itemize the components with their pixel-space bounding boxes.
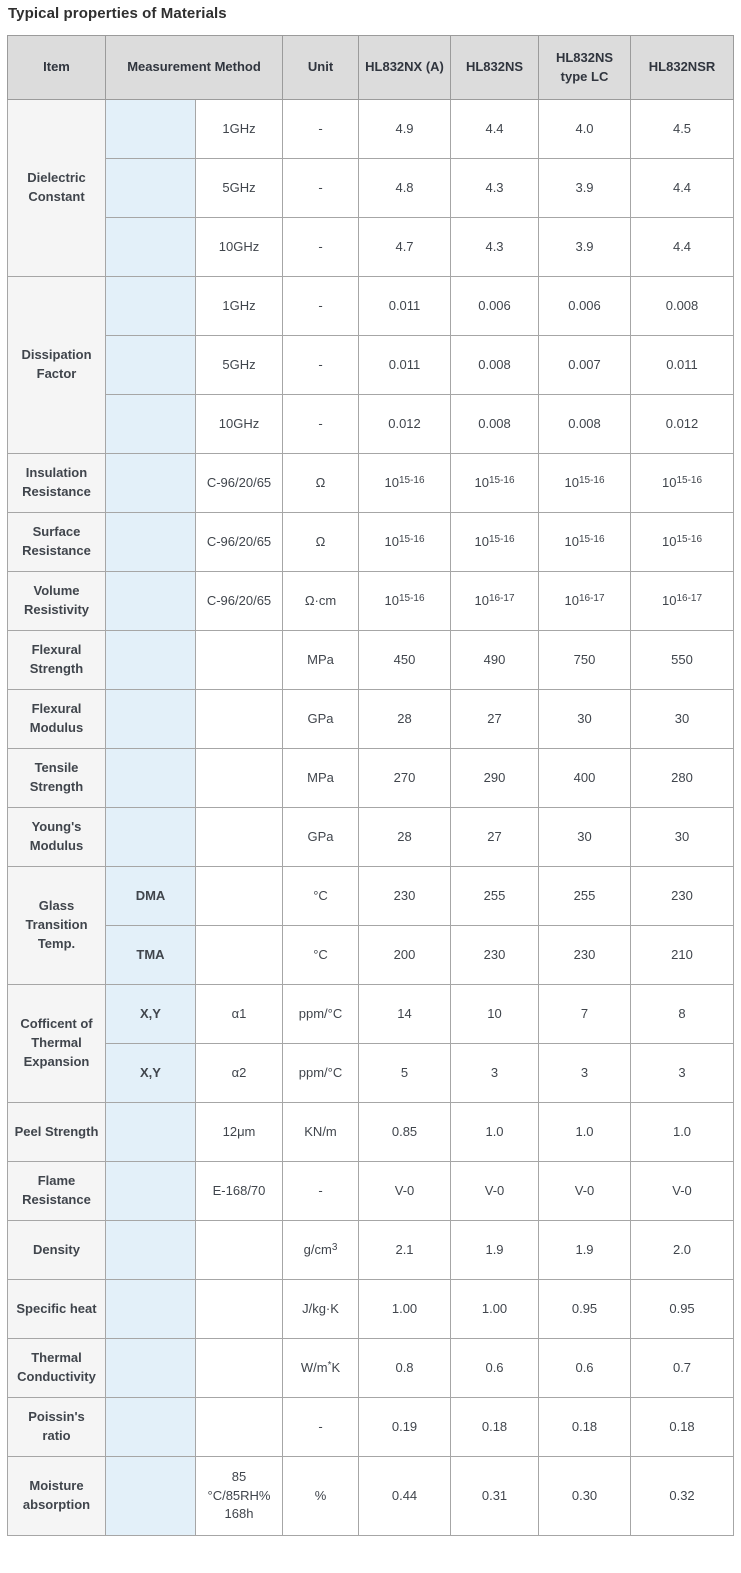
value-cell: 30 [539,808,631,867]
value-cell: 0.7 [631,1339,734,1398]
method-a-cell [106,1103,196,1162]
value-cell: 230 [359,867,451,926]
table-header-row [8,36,734,100]
value-cell: 1.0 [451,1103,539,1162]
value-cell: 0.007 [539,336,631,395]
unit-cell: KN/m [283,1103,359,1162]
item-cell: Cofficent of Thermal Expansion [8,985,106,1103]
table-row [8,1221,734,1280]
value-cell: V-0 [451,1162,539,1221]
unit-cell: Ω·cm [283,572,359,631]
table-row [8,1044,734,1103]
value-cell: 28 [359,808,451,867]
item-cell: Flexural Modulus [8,690,106,749]
value-cell: 0.011 [359,336,451,395]
method-b-cell: 5GHz [196,159,283,218]
value-cell: 0.008 [631,277,734,336]
method-a-cell [106,218,196,277]
value-cell: 210 [631,926,734,985]
value-cell: 750 [539,631,631,690]
table-row [8,395,734,454]
method-b-cell: C-96/20/65 [196,572,283,631]
value-cell: 30 [631,690,734,749]
value-cell: 3.9 [539,218,631,277]
value-cell: 0.8 [359,1339,451,1398]
value-cell: 28 [359,690,451,749]
item-cell: Volume Resistivity [8,572,106,631]
item-cell: Thermal Conductivity [8,1339,106,1398]
column-header: HL832NS [451,36,539,100]
method-a-cell [106,572,196,631]
method-b-cell: 10GHz [196,395,283,454]
method-a-cell [106,1457,196,1536]
method-a-cell [106,454,196,513]
unit-cell: ppm/°C [283,985,359,1044]
table-row [8,100,734,159]
value-cell: 4.3 [451,218,539,277]
table-row [8,749,734,808]
value-cell: 0.44 [359,1457,451,1536]
unit-cell: MPa [283,749,359,808]
table-row [8,159,734,218]
value-cell: 4.4 [451,100,539,159]
value-cell: 490 [451,631,539,690]
method-b-cell [196,1398,283,1457]
table-row [8,1457,734,1536]
value-cell: 10$^{15-16}$ [359,572,451,631]
table-row [8,808,734,867]
value-cell: 0.18 [631,1398,734,1457]
method-a-cell [106,277,196,336]
value-cell: 30 [631,808,734,867]
value-cell: 1.0 [539,1103,631,1162]
value-cell: 255 [451,867,539,926]
method-a-cell [106,1280,196,1339]
method-b-cell: 10GHz [196,218,283,277]
method-a-cell [106,808,196,867]
value-cell: 1.0 [631,1103,734,1162]
unit-cell: GPa [283,808,359,867]
value-cell: 27 [451,690,539,749]
value-cell: 8 [631,985,734,1044]
table-body [8,100,734,1536]
column-header: HL832NS type LC [539,36,631,100]
unit-cell: Ω [283,513,359,572]
unit-cell: W/m*K [283,1339,359,1398]
value-cell: 1.9 [451,1221,539,1280]
method-b-cell [196,749,283,808]
value-cell: 0.008 [451,395,539,454]
value-cell: 230 [451,926,539,985]
value-cell: 1.9 [539,1221,631,1280]
value-cell: 2.0 [631,1221,734,1280]
method-a-cell: X,Y [106,1044,196,1103]
value-cell: 1.00 [451,1280,539,1339]
value-cell: 0.6 [451,1339,539,1398]
value-cell: 4.7 [359,218,451,277]
table-row [8,867,734,926]
value-cell: 30 [539,690,631,749]
page-title: Typical properties of Materials [8,5,227,22]
value-cell: 10$^{15-16}$ [539,513,631,572]
table-row [8,690,734,749]
item-cell: Poissin's ratio [8,1398,106,1457]
unit-cell: - [283,395,359,454]
method-b-cell [196,1339,283,1398]
value-cell: 550 [631,631,734,690]
value-cell: 10$^{15-16}$ [539,454,631,513]
value-cell: 3.9 [539,159,631,218]
column-header: HL832NSR [631,36,734,100]
value-cell: 4.5 [631,100,734,159]
method-a-cell [106,395,196,454]
value-cell: V-0 [359,1162,451,1221]
method-b-cell: 12μm [196,1103,283,1162]
unit-cell: - [283,218,359,277]
value-cell: 0.18 [539,1398,631,1457]
unit-cell: - [283,100,359,159]
value-cell: 2.1 [359,1221,451,1280]
table-row [8,1103,734,1162]
value-cell: 0.012 [631,395,734,454]
item-cell: Dielectric Constant [8,100,106,277]
method-b-cell: C-96/20/65 [196,454,283,513]
item-cell: Density [8,1221,106,1280]
method-b-cell [196,631,283,690]
table-row [8,631,734,690]
column-header: Measurement Method [106,36,283,100]
method-b-cell: α2 [196,1044,283,1103]
value-cell: 255 [539,867,631,926]
unit-cell: - [283,277,359,336]
method-a-cell [106,1398,196,1457]
value-cell: 7 [539,985,631,1044]
table-row [8,1339,734,1398]
value-cell: 400 [539,749,631,808]
unit-cell: Ω [283,454,359,513]
item-cell: Glass Transition Temp. [8,867,106,985]
value-cell: 0.95 [539,1280,631,1339]
table-row [8,218,734,277]
unit-cell: - [283,1162,359,1221]
value-cell: V-0 [631,1162,734,1221]
unit-cell: $g/cm^3$ [283,1221,359,1280]
method-b-cell [196,808,283,867]
unit-cell: MPa [283,631,359,690]
method-a-cell: X,Y [106,985,196,1044]
method-a-cell [106,749,196,808]
value-cell: 270 [359,749,451,808]
value-cell: 14 [359,985,451,1044]
value-cell: 0.011 [359,277,451,336]
value-cell: 290 [451,749,539,808]
method-a-cell [106,631,196,690]
table-row [8,513,734,572]
method-a-cell [106,100,196,159]
table-row [8,277,734,336]
item-cell: Surface Resistance [8,513,106,572]
unit-cell: - [283,159,359,218]
value-cell: 10$^{16-17}$ [451,572,539,631]
value-cell: 0.012 [359,395,451,454]
value-cell: 0.95 [631,1280,734,1339]
unit-cell: ppm/°C [283,1044,359,1103]
value-cell: 0.18 [451,1398,539,1457]
value-cell: 5 [359,1044,451,1103]
method-b-cell: 85 °C/85RH% 168h [196,1457,283,1536]
item-cell: Young's Modulus [8,808,106,867]
value-cell: 3 [451,1044,539,1103]
value-cell: 10$^{15-16}$ [631,454,734,513]
value-cell: 0.6 [539,1339,631,1398]
value-cell: 10$^{15-16}$ [631,513,734,572]
column-header: Item [8,36,106,100]
value-cell: 200 [359,926,451,985]
column-header: HL832NX (A) [359,36,451,100]
value-cell: 230 [631,867,734,926]
properties-table [7,35,734,1536]
table-row [8,1162,734,1221]
value-cell: 4.9 [359,100,451,159]
value-cell: 4.0 [539,100,631,159]
method-b-cell: E-168/70 [196,1162,283,1221]
item-cell: Flame Resistance [8,1162,106,1221]
value-cell: 0.006 [539,277,631,336]
unit-cell: GPa [283,690,359,749]
method-b-cell [196,1280,283,1339]
item-cell: Flexural Strength [8,631,106,690]
method-b-cell [196,867,283,926]
value-cell: 10$^{15-16}$ [359,454,451,513]
method-b-cell [196,926,283,985]
unit-cell: % [283,1457,359,1536]
table-row [8,1280,734,1339]
method-b-cell: 1GHz [196,100,283,159]
method-b-cell: 1GHz [196,277,283,336]
value-cell: V-0 [539,1162,631,1221]
item-cell: Specific heat [8,1280,106,1339]
unit-cell: - [283,1398,359,1457]
value-cell: 0.19 [359,1398,451,1457]
value-cell: 10$^{15-16}$ [359,513,451,572]
method-b-cell: 5GHz [196,336,283,395]
value-cell: 3 [631,1044,734,1103]
table-row [8,454,734,513]
value-cell: 0.30 [539,1457,631,1536]
value-cell: 0.008 [451,336,539,395]
value-cell: 4.4 [631,218,734,277]
table-row [8,985,734,1044]
table-head [8,36,734,100]
value-cell: 10$^{16-17}$ [539,572,631,631]
value-cell: 0.31 [451,1457,539,1536]
unit-cell: J/kg·K [283,1280,359,1339]
method-a-cell [106,690,196,749]
value-cell: 280 [631,749,734,808]
value-cell: 4.4 [631,159,734,218]
value-cell: 10$^{16-17}$ [631,572,734,631]
method-a-cell: TMA [106,926,196,985]
value-cell: 10$^{15-16}$ [451,454,539,513]
method-a-cell [106,1162,196,1221]
unit-cell: °C [283,867,359,926]
method-a-cell [106,1221,196,1280]
table-row [8,926,734,985]
column-header: Unit [283,36,359,100]
unit-cell: °C [283,926,359,985]
value-cell: 0.85 [359,1103,451,1162]
table-row [8,572,734,631]
item-cell: Peel Strength [8,1103,106,1162]
item-cell: Dissipation Factor [8,277,106,454]
value-cell: 0.008 [539,395,631,454]
method-a-cell [106,1339,196,1398]
value-cell: 230 [539,926,631,985]
item-cell: Insulation Resistance [8,454,106,513]
table-row [8,336,734,395]
method-b-cell: α1 [196,985,283,1044]
value-cell: 4.3 [451,159,539,218]
value-cell: 0.011 [631,336,734,395]
item-cell: Moisture absorption [8,1457,106,1536]
value-cell: 0.32 [631,1457,734,1536]
value-cell: 10 [451,985,539,1044]
unit-cell: - [283,336,359,395]
value-cell: 1.00 [359,1280,451,1339]
item-cell: Tensile Strength [8,749,106,808]
method-b-cell: C-96/20/65 [196,513,283,572]
method-a-cell [106,159,196,218]
value-cell: 0.006 [451,277,539,336]
value-cell: 27 [451,808,539,867]
value-cell: 3 [539,1044,631,1103]
method-a-cell [106,513,196,572]
method-a-cell: DMA [106,867,196,926]
method-a-cell [106,336,196,395]
method-b-cell [196,1221,283,1280]
table-row [8,1398,734,1457]
value-cell: 4.8 [359,159,451,218]
value-cell: 450 [359,631,451,690]
method-b-cell [196,690,283,749]
value-cell: 10$^{15-16}$ [451,513,539,572]
